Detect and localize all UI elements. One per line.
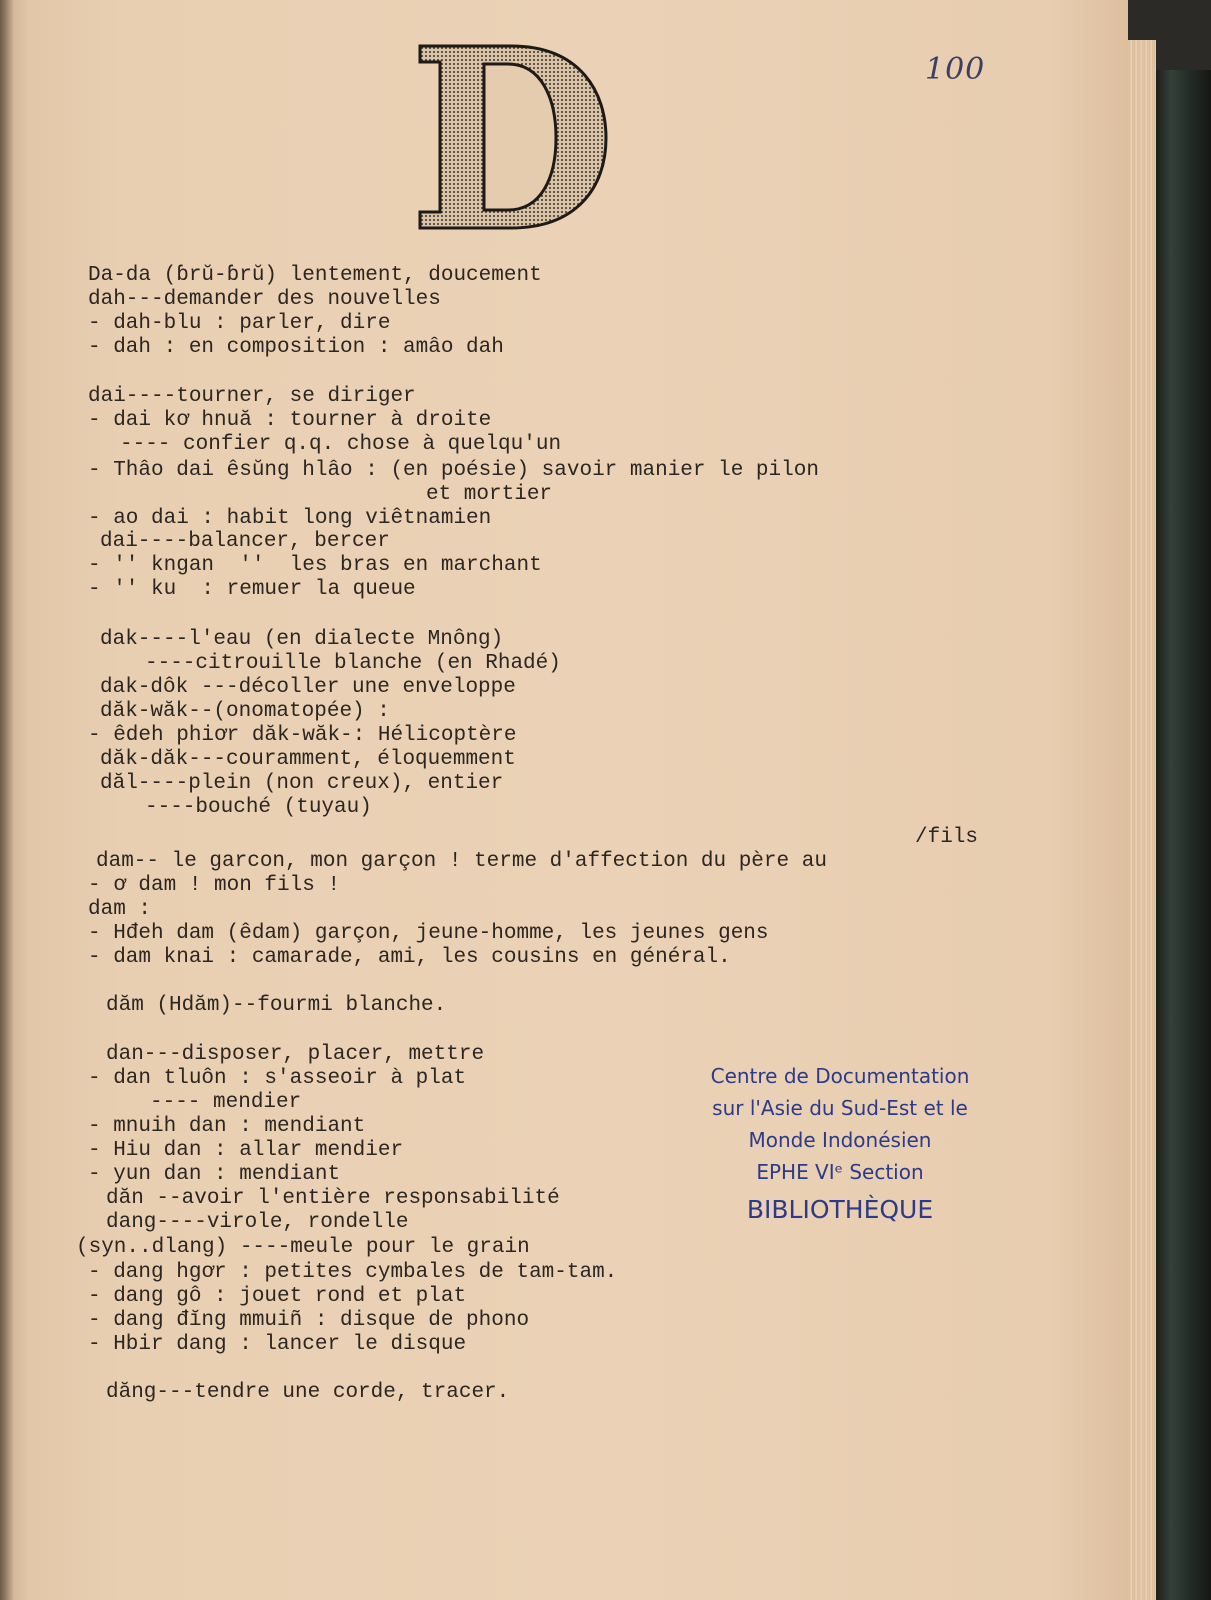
entry-line: - '' kngan '' les bras en marchant [88, 554, 542, 577]
page-gutter-shadow [0, 0, 14, 1600]
entry-line: (syn..dlang) ----meule pour le grain [76, 1236, 530, 1259]
entry-line: - ao dai : habit long viêtnamien [88, 507, 492, 530]
entry-line: - Thâo dai êsŭng hlâo : (en poésie) savoir manier le pilon [88, 459, 819, 482]
drop-cap-letter-d [416, 38, 616, 238]
entry-line: ----bouché (tuyau) [145, 796, 372, 819]
entry-line: - dam knai : camarade, ami, les cousins en général. [88, 946, 731, 969]
entry-line: - dang hgơr : petites cymbales de tam-tam. [88, 1261, 618, 1284]
entry-line: - dan tluôn : s'asseoir à plat [88, 1067, 467, 1090]
entry-line: - dang gô : jouet rond et plat [88, 1285, 467, 1308]
entry-line: - Hbir dang : lancer le disque [88, 1333, 467, 1356]
entry-line: /fils [915, 826, 979, 849]
entry-line: dai----balancer, bercer [100, 530, 390, 553]
entry-line: dah---demander des nouvelles [88, 288, 441, 311]
entry-line: - '' ku : remuer la queue [88, 578, 416, 601]
entry-line: dăm (Hdăm)--fourmi blanche. [106, 994, 447, 1017]
entry-line: dăl----plein (non creux), entier [100, 772, 504, 795]
entry-line: dang----virole, rondelle [106, 1211, 409, 1234]
page-block-edge [1128, 40, 1156, 1600]
stamp-line: EPHE VIᵉ Section [756, 1160, 924, 1184]
entry-line: dăn --avoir l'entière responsabilité [106, 1187, 560, 1210]
entry-line: - êdeh phiơr dăk-wăk-: Hélicoptère [88, 724, 517, 747]
entry-line: et mortier [426, 483, 553, 506]
entry-line: - yun dan : mendiant [88, 1163, 341, 1186]
stamp-line: Centre de Documentation [710, 1064, 970, 1088]
stamp-line: Monde Indonésien [748, 1128, 932, 1152]
entry-line: dam : [88, 898, 152, 921]
entry-line: - dah-blu : parler, dire [88, 312, 391, 335]
entry-line: ----citrouille blanche (en Rhadé) [145, 652, 561, 675]
book-binding [1156, 70, 1211, 1600]
entry-line: - Hđeh dam (êdam) garçon, jeune-homme, les jeunes gens [88, 922, 769, 945]
entry-line: ---- confier q.q. chose à quelqu'un [120, 433, 562, 456]
entry-line: dan---disposer, placer, mettre [106, 1043, 485, 1066]
entry-line: dai----tourner, se diriger [88, 385, 416, 408]
stamp-title: BIBLIOTHÈQUE [746, 1195, 934, 1224]
entry-line: dam-- le garcon, mon garçon ! terme d'affection du père au [96, 850, 827, 873]
entry-line: dăng---tendre une corde, tracer. [106, 1381, 510, 1404]
entry-line: ---- mendier [150, 1091, 302, 1114]
entry-line: - mnuih dan : mendiant [88, 1115, 366, 1138]
entry-line: dak-dôk ---décoller une enveloppe [100, 676, 516, 699]
entry-line: dăk-dăk---couramment, éloquemment [100, 748, 516, 771]
library-stamp [690, 1060, 990, 1230]
stamp-line: sur l'Asie du Sud-Est et le [712, 1096, 968, 1120]
entry-line: dak----l'eau (en dialecte Mnông) [100, 628, 504, 651]
entry-line: dăk-wăk--(onomatopée) : [100, 700, 390, 723]
entry-line: - dang đĭng mmuiñ : disque de phono [88, 1309, 530, 1332]
entry-line: - Hiu dan : allar mendier [88, 1139, 404, 1162]
entry-line: Da-da (ɓrŭ-ɓrŭ) lentement, doucement [88, 264, 542, 287]
entry-line: - dah : en composition : amâo dah [88, 336, 504, 359]
entry-line: - dai kơ hnuă : tourner à droite [88, 409, 492, 432]
entry-line: - ơ dam ! mon fils ! [88, 874, 341, 897]
page-number: 100 [925, 52, 986, 87]
